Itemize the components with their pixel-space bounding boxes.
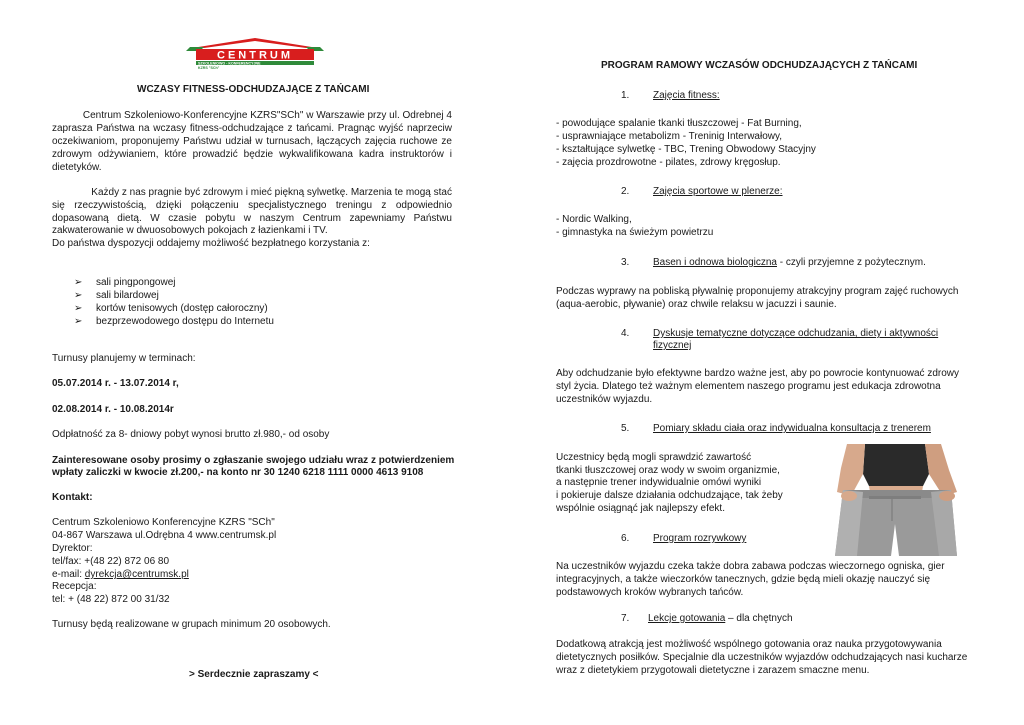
contact-email-row — [52, 569, 189, 580]
arrow-bullet-icon: ➢ — [74, 316, 83, 327]
outdoor-item: - gimnastyka na świeżym powietrzu — [556, 227, 714, 238]
section-text: dietetycznych posiłków. Specjalnie dla uczestników wyjazdów odchudzających nasi kucharze — [556, 652, 968, 663]
term-date: 02.08.2014 r. - 10.08.2014r — [52, 404, 174, 415]
waist-measurement-photo — [807, 444, 976, 556]
section-heading: Basen i odnowa biologiczna — [653, 257, 777, 268]
closing-line: > Serdecznie zapraszamy < — [189, 669, 319, 680]
email-label: e-mail: — [52, 569, 85, 580]
contact-heading: Kontakt: — [52, 492, 93, 503]
email-link[interactable]: dyrekcja@centrumsk.pl — [84, 569, 189, 580]
svg-text:SZKOLENIOWO - KONFERENCYJNE: SZKOLENIOWO - KONFERENCYJNE — [198, 61, 261, 66]
section-text: styl życia. Dlatego też ważnym elementem naszego programu jest edukacja zdrowotna — [556, 381, 941, 392]
section-heading: Dyskusje tematyczne dotyczące odchudzania, diety i aktywności — [653, 328, 939, 339]
section-text: Uczestnicy będą mogli sprawdzić zawartość — [556, 452, 752, 463]
fitness-item: - zajęcia prozdrowotne - pilates, zdrowy kręgosłup. — [556, 157, 781, 168]
document-title: WCZASY FITNESS-ODCHUDZAJĄCE Z TAŃCAMI — [137, 84, 370, 95]
section-text: wraz z dietetykiem przygotowali dietetyczne i zarazem smaczne menu. — [556, 665, 870, 676]
intro-line: Centrum Szkoleniowo-Konferencyjne KZRS"SCh" w Warszawie przy ul. Odrebnej 4 — [82, 110, 452, 121]
booking-info: wpłaty zaliczki w kwocie zł.200,- na konto nr 30 1240 6218 1111 0000 4613 9108 — [52, 467, 424, 478]
booking-info: Zainteresowane osoby prosimy o zgłaszanie swojego udziału wraz z potwierdzeniem — [52, 455, 455, 466]
section-heading: Zajęcia sportowe w plenerze: — [653, 186, 783, 197]
fitness-item: - powodujące spalanie tkanki tłuszczowej - Fat Burning, — [556, 118, 802, 129]
svg-text:CENTRUM: CENTRUM — [217, 49, 293, 62]
section-text: podstawowych kroków wybranych tańców. — [556, 587, 744, 598]
amenity-label: bezprzewodowego dostępu do Internetu — [96, 316, 274, 327]
contact-director-label: Dyrektor: — [52, 543, 93, 554]
section-heading: Zajęcia fitness: — [653, 90, 720, 101]
intro-line: zaprasza Państwa na wczasy fitness-odchudzające z tańcami. Pragnąc wyjść naprzeciw — [52, 123, 452, 134]
section-heading: Pomiary składu ciała oraz indywidualna konsultacja z trenerem — [653, 423, 931, 434]
section-text: i pokieruje dalsze działania odchudzające, tak żeby — [556, 490, 783, 501]
section-text: (aqua-aerobic, pływanie) oraz chwile relaksu w jacuzzi i saunie. — [556, 299, 837, 310]
intro-line: dietetyków. — [52, 162, 102, 173]
program-title: PROGRAM RAMOWY WCZASÓW ODCHUDZAJĄCYCH Z TAŃCAMI — [601, 60, 918, 71]
para2-line: się rzeczywistością, dzięki połączeniu specjalistycznego treningu z odpowiednio — [52, 200, 452, 211]
centrum-logo — [186, 38, 324, 70]
section-heading-suffix: – dla chętnych — [725, 613, 793, 624]
para2-line: Każdy z nas pragnie być zdrowym i mieć piękną sylwetkę. Marzenia te mogą stać — [91, 187, 452, 198]
price-info: Odpłatność za 8- dniowy pobyt wynosi brutto zł.980,- od osoby — [52, 429, 330, 440]
contact-org: Centrum Szkoleniowo Konferencyjne KZRS "SCh" — [52, 517, 275, 528]
contact-reception-label: Recepcja: — [52, 581, 97, 592]
arrow-bullet-icon: ➢ — [74, 290, 83, 301]
section-text: Na uczestników wyjazdu czeka także dobra zabawa podczas wieczornego ogniska, gier — [556, 561, 945, 572]
amenity-label: kortów tenisowych (dostęp całoroczny) — [96, 303, 268, 314]
section-number: 2. — [621, 186, 630, 197]
section-heading: Lekcje gotowania — [648, 613, 726, 624]
section-text: a następnie trener indywidualnie omówi wyniki — [556, 477, 762, 488]
intro-line: zdrowym odżywianiem, które prowadzić będzie wykwalifikowana kadra instruktorów i — [52, 149, 452, 160]
amenity-label: sali bilardowej — [96, 290, 159, 301]
section-number: 3. — [621, 257, 630, 268]
contact-address: 04-867 Warszawa ul.Odrębna 4 www.centrumsk.pl — [52, 530, 277, 541]
section-text: wspólnie osiągnąć jak najlepszy efekt. — [556, 503, 725, 514]
contact-reception-tel: tel: + (48 22) 872 00 31/32 — [52, 594, 170, 605]
para2-line: Do państwa dyspozycji oddajemy możliwość bezpłatnego korzystania z: — [52, 238, 370, 249]
arrow-bullet-icon: ➢ — [74, 303, 83, 314]
section-number: 7. — [621, 613, 630, 624]
section-text: integracyjnych, a także wieczorków tanecznych, gdzie będą mieli okazję nauczyć się — [556, 574, 931, 585]
section-heading: Program rozrywkowy — [653, 533, 747, 544]
term-date: 05.07.2014 r. - 13.07.2014 r, — [52, 378, 179, 389]
terms-intro: Turnusy planujemy w terminach: — [52, 353, 196, 364]
section-heading-suffix: - czyli przyjemne z pożytecznym. — [776, 257, 926, 268]
section-text: Dodatkową atrakcją jest możliwość wspólnego gotowania oraz nauka przygotowywania — [556, 639, 942, 650]
amenity-label: sali pingpongowej — [96, 277, 176, 288]
para2-line: dopasowaną dietą. W czasie pobytu w naszym Centrum zapewniamy Państwu — [52, 213, 452, 224]
intro-line: oczekiwaniom, proponujemy Państwu udział w turnusach, łączących zajęcia ruchowe ze — [52, 136, 452, 147]
section-heading-row — [648, 613, 793, 624]
groups-info: Turnusy będą realizowane w grupach minimum 20 osobowych. — [52, 619, 331, 630]
fitness-item: - usprawniające metabolizm - Treninig Interwałowy, — [556, 131, 783, 142]
section-number: 5. — [621, 423, 630, 434]
contact-telfax: tel/fax: +(48 22) 872 06 80 — [52, 556, 170, 567]
section-heading: fizycznej — [653, 340, 692, 351]
section-number: 1. — [621, 90, 630, 101]
section-number: 6. — [621, 533, 630, 544]
section-text: Aby odchudzanie było efektywne bardzo ważne jest, aby po powrocie kontynuować zdrowy — [556, 368, 960, 379]
fitness-item: - kształtujące sylwetkę - TBC, Trening Obwodowy Stacyjny — [556, 144, 816, 155]
outdoor-item: - Nordic Walking, — [556, 214, 632, 225]
para2-line: zakwaterowanie w dwuosobowych pokojach z łazienkami i TV. — [52, 225, 328, 236]
svg-text:KZRS "SCh": KZRS "SCh" — [198, 66, 220, 70]
section-heading-row — [653, 257, 926, 268]
section-text: uczestników wyjazdu. — [556, 394, 653, 405]
arrow-bullet-icon: ➢ — [74, 277, 83, 288]
section-text: tkanki tłuszczowej oraz wody w swoim organizmie, — [556, 465, 780, 476]
section-text: Podczas wyprawy na pobliską pływalnię proponujemy atrakcyjny program zajęć ruchowych — [556, 286, 959, 297]
section-number: 4. — [621, 328, 630, 339]
